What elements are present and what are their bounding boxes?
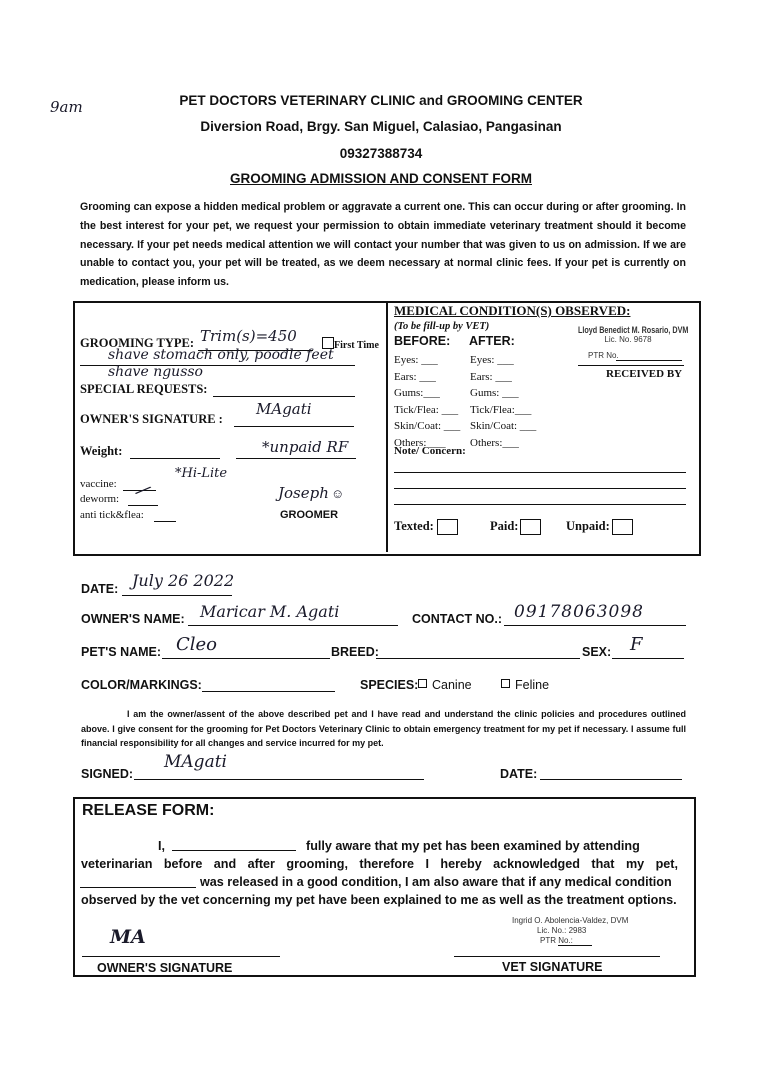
unpaid-field[interactable]: Unpaid: [566, 519, 633, 535]
canine-option[interactable]: Canine [418, 678, 472, 692]
anti-tick-label: anti tick&flea: [80, 509, 144, 521]
vet-stamp-top [578, 325, 689, 344]
release-p2: veterinarian before and after grooming, therefore I hereby acknowledged that my pet, [81, 857, 678, 871]
release-p4: observed by the vet concerning my pet have been explained to me as well as the treatment options. [81, 893, 677, 907]
vaccine-label: vaccine: [80, 478, 117, 490]
weight-note: *unpaid RF [262, 438, 349, 456]
signed-value: MAgati [164, 752, 227, 772]
first-time-option[interactable]: First Time [322, 337, 379, 351]
paid-checkbox[interactable] [520, 519, 541, 535]
grooming-type-label: GROOMING TYPE: [80, 336, 195, 350]
owner-name-value: Maricar M. Agati [200, 602, 340, 621]
after-item: Others:___ [470, 436, 519, 449]
feline-checkbox[interactable] [501, 679, 510, 688]
clinic-address: Diversion Road, Brgy. San Miguel, Calasiao, Pangasinan [200, 119, 562, 134]
after-list [470, 352, 536, 451]
canine-checkbox[interactable] [418, 679, 427, 688]
sex-value: F [630, 634, 643, 655]
before-item: Gums:___ [394, 387, 440, 399]
smiley-icon: ☺ [331, 486, 345, 501]
pet-name-value: Cleo [176, 634, 218, 655]
release-p1-start: I, [158, 839, 165, 853]
before-item: Skin/Coat: ___ [394, 420, 461, 432]
medical-title: MEDICAL CONDITION(S) OBSERVED: [394, 303, 631, 318]
deworm-mark: / [133, 480, 153, 501]
groomer-name: Joseph [278, 484, 329, 502]
groomer-label: GROOMER [280, 509, 339, 521]
grooming-type-value: Trim(s)=450 [200, 327, 297, 345]
pet-name-label: PET'S NAME: [81, 645, 162, 659]
grooming-line1-value: shave stomach only, poodle feet [108, 347, 334, 363]
date-label: DATE: [81, 582, 119, 596]
before-item: Eyes: ___ [394, 354, 438, 366]
texted-checkbox[interactable] [437, 519, 458, 535]
owner-signature-value: MAgati [256, 400, 312, 418]
breed-label: BREED: [331, 645, 379, 659]
feline-option[interactable]: Feline [501, 678, 549, 692]
release-stamp-ptr: PTR No.: [540, 936, 573, 945]
unpaid-checkbox[interactable] [612, 519, 633, 535]
release-stamp-lic: Lic. No.: 2983 [537, 926, 587, 935]
deworm-label: deworm: [80, 493, 120, 505]
texted-field[interactable]: Texted: [394, 519, 458, 535]
stamp-name: Lloyd Benedict M. Rosario, DVM [578, 325, 689, 335]
owner-name-label: OWNER'S NAME: [81, 612, 185, 626]
after-item: Gums: ___ [470, 387, 519, 399]
release-title: RELEASE FORM: [82, 802, 215, 819]
before-label: BEFORE: [394, 334, 451, 348]
color-markings-label: COLOR/MARKINGS: [81, 678, 202, 692]
species-label: SPECIES: [360, 678, 419, 692]
before-item: Ears: ___ [394, 370, 436, 383]
before-item: Others: ___ [394, 436, 446, 449]
note-label: Note/ Concern: [394, 445, 466, 457]
consent-date-label: DATE: [500, 767, 538, 781]
sex-label: SEX: [582, 645, 612, 659]
vet-signature-label: VET SIGNATURE [502, 960, 603, 974]
release-p3-end: was released in a good condition, I am also aware that if any medical condition [200, 875, 672, 889]
stamp-ptr: PTR No. [588, 351, 619, 360]
weight-label: Weight: [80, 444, 123, 458]
after-label: AFTER: [469, 334, 515, 348]
contact-label: CONTACT NO.: [412, 612, 503, 626]
signed-label: SIGNED: [81, 767, 134, 781]
before-list [394, 352, 460, 451]
after-item: Eyes: ___ [470, 354, 514, 366]
grooming-line2-value: shave ngusso [108, 364, 203, 380]
owner-signature-label: OWNER'S SIGNATURE : [80, 412, 223, 426]
clinic-phone: 09327388734 [339, 146, 423, 161]
before-item: Tick/Flea: ___ [394, 403, 459, 416]
received-by-label: RECEIVED BY [606, 368, 683, 380]
time-note: 9am [50, 98, 83, 116]
special-requests-label: SPECIAL REQUESTS: [80, 382, 208, 396]
medical-subtitle: (To be fill-up by VET) [394, 321, 490, 332]
release-stamp-name: Ingrid O. Abolencia-Valdez, DVM [512, 916, 629, 925]
owner-signature-footer-label: OWNER'S SIGNATURE [97, 961, 233, 975]
release-p1-end: fully aware that my pet has been examined by attending [306, 839, 640, 853]
after-item: Ears: ___ [470, 370, 512, 383]
after-item: Tick/Flea:___ [470, 403, 532, 416]
after-item: Skin/Coat: ___ [470, 420, 537, 432]
product-note: *Hi-Lite [175, 466, 228, 481]
contact-value: 09178063098 [514, 602, 644, 622]
form-title: GROOMING ADMISSION AND CONSENT FORM [230, 171, 532, 186]
release-vet-stamp [512, 916, 628, 946]
consent-text: I am the owner/assent of the above described pet and I have read and understand the clinic policies and procedures outlined above. I give consent for the grooming for Pet Doctors Veterinary Clinic to obtain emergency treatment for my pet if necessary. I assume full financial responsibility for all changes and service incurred for my pet. [81, 709, 686, 748]
box-divider [386, 302, 388, 552]
owner-initials: MA [110, 926, 146, 948]
clinic-name: PET DOCTORS VETERINARY CLINIC and GROOMING CENTER [179, 93, 583, 108]
intro-text: Grooming can expose a hidden medical problem or aggravate a current one. This can occur during or after grooming. In the best interest for your pet, we request your permission to obtain immediate veterinary treatment should it become necessary. If your pet needs medical attention we will contact your number that was given to us on admission. If we are unable to contact you, your pet will be treated, as we deem necessary at normal clinic fees. If your pet is currently on medication, please inform us. [80, 201, 686, 289]
stamp-lic: Lic. No. 9678 [604, 335, 652, 344]
date-value: July 26 2022 [132, 571, 235, 590]
paid-field[interactable]: Paid: [490, 519, 541, 535]
